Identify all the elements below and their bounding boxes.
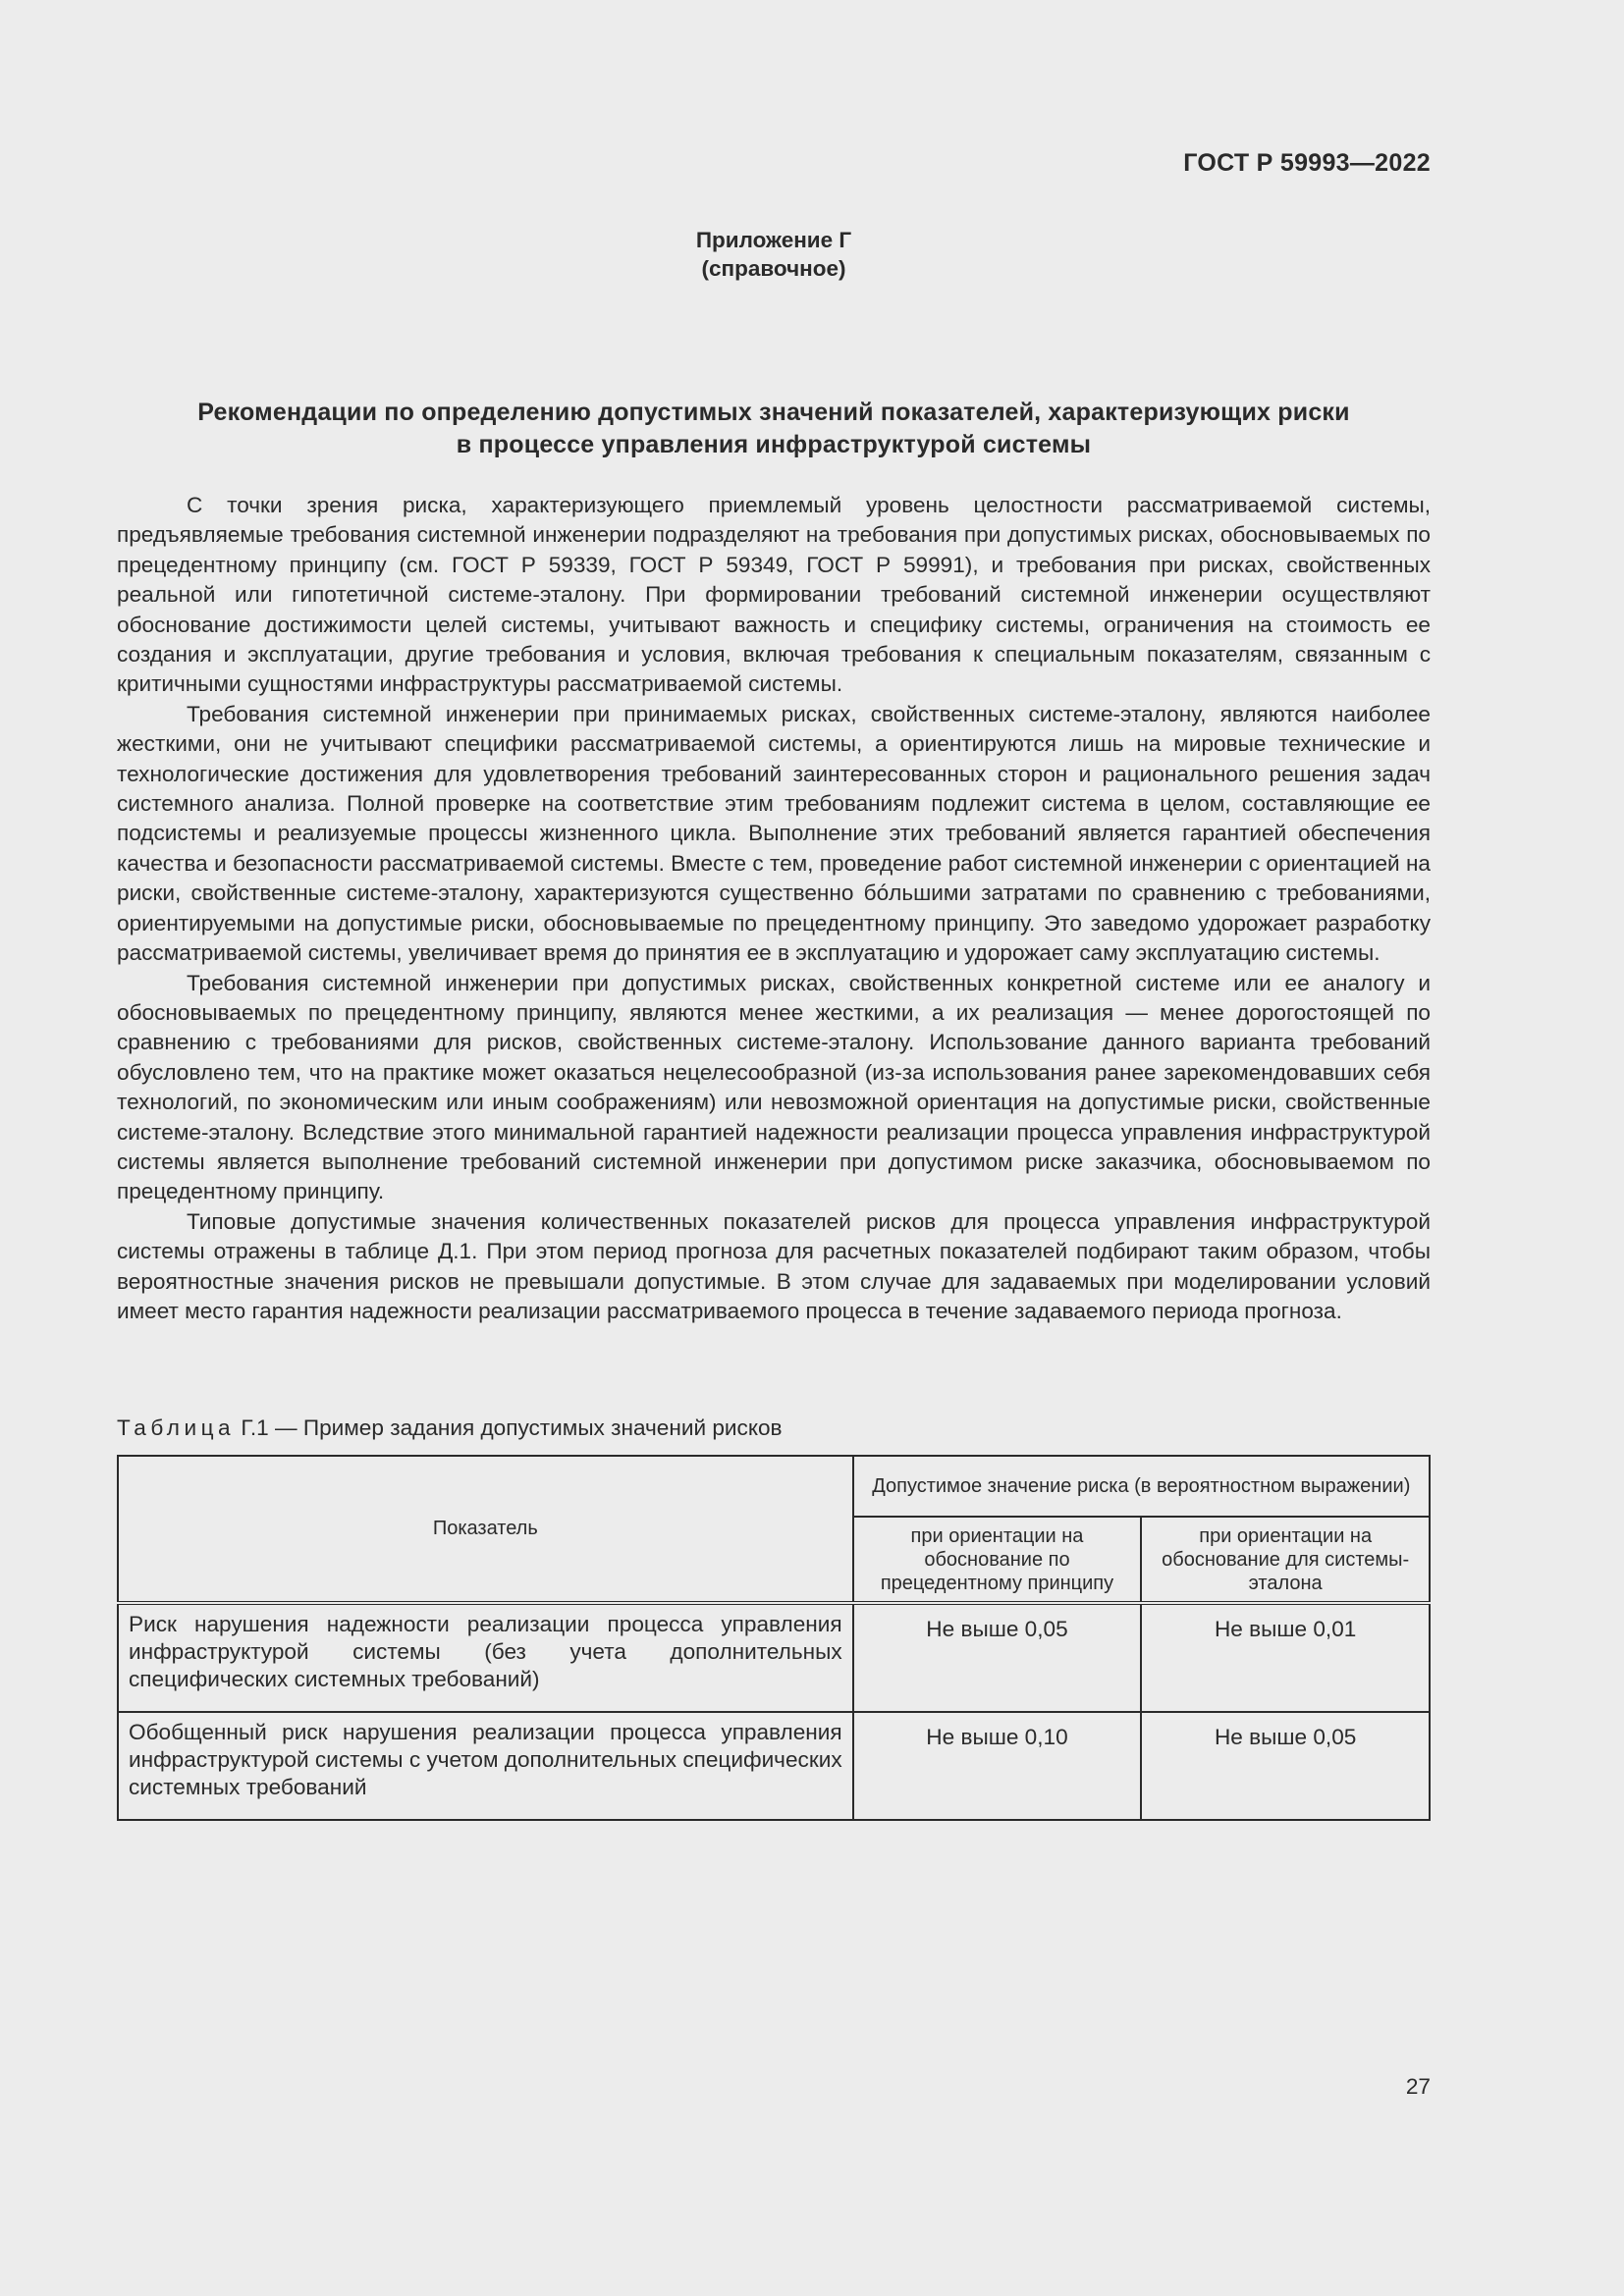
page-number: 27 <box>1405 2074 1431 2099</box>
table-row <box>118 1603 1430 1712</box>
header-precedent: при ориентации на обоснование по прецедентному принципу <box>853 1517 1142 1603</box>
header-group: Допустимое значение риска (в вероятностном выражении) <box>853 1456 1430 1517</box>
table-caption <box>117 1414 783 1443</box>
paragraph: Требования системной инженерии при принимаемых рисках, свойственных системе-эталону, являются наиболее жесткими, они не учитывают специфики рассматриваемой системы, а ориентируются лишь на мировые технические и технологические достижения для удовлетворения требований заинтересованных сторон и рационального решения задач системного анализа. Полной проверке на соответствие этим требованиям подлежит система в целом, составляющие ее подсистемы и реализуемые процессы жизненного цикла. Выполнение этих требований является гарантией обеспечения качества и безопасности рассматриваемой системы. Вместе с тем, проведение работ системной инженерии с ориентацией на риски, свойственные системе-эталону, характеризуются существенно бóльшими затратами по сравнению с требованиями, ориентируемыми на допустимые риски, обосновываемые по прецедентному принципу. Это заведомо удорожает разработку рассматриваемой системы, увеличивает время до принятия ее в эксплуатацию и удорожает саму эксплуатацию системы. <box>117 701 1431 966</box>
appendix-subtitle: (справочное) <box>701 256 846 281</box>
document-code: ГОСТ Р 59993—2022 <box>1183 149 1431 177</box>
row-indicator: Обобщенный риск нарушения реализации процесса управления инфраструктурой системы с учетом дополнительных специфических системных требований <box>118 1712 853 1820</box>
paragraph: Типовые допустимые значения количественных показателей рисков для процесса управления инфраструктурой системы отражены в таблице Д.1. При этом период прогноза для расчетных показателей подбирают таким образом, чтобы вероятностные значения рисков не превышали допустимые. В этом случае для задаваемых при моделировании условий имеет место гарантия надежности реализации рассматриваемого процесса в течение задаваемого периода прогноза. <box>117 1208 1431 1323</box>
appendix-heading <box>0 226 1547 283</box>
table-header-row <box>118 1456 1430 1517</box>
section-heading <box>117 397 1431 461</box>
risk-table <box>117 1455 1431 1821</box>
section-heading-line-2: в процессе управления инфраструктурой системы <box>456 431 1092 458</box>
appendix-title: Приложение Г <box>695 228 852 252</box>
paragraph: С точки зрения риска, характеризующего приемлемый уровень целостности рассматриваемой системы, предъявляемые требования системной инженерии подразделяют на требования при допустимых рисках, обосновываемых по прецедентному принципу (см. ГОСТ Р 59339, ГОСТ Р 59349, ГОСТ Р 59991), и требования при рисках, свойственных реальной или гипотетичной системе-эталону. При формировании требований системной инженерии осуществляют обоснование достижимости целей системы, учитывают важность и специфику системы, ограничения на стоимость ее создания и эксплуатации, другие требования и условия, включая требования к специальным показателям, связанным с критичными сущностями инфраструктуры рассматриваемой системы. <box>117 493 1431 697</box>
table-caption-text: Г.1 — Пример задания допустимых значений рисков <box>235 1415 783 1440</box>
paragraph: Требования системной инженерии при допустимых рисках, свойственных конкретной системе или ее аналогу и обосновываемых по прецедентному принципу, являются менее жесткими, а их реализация — менее дорогостоящей по сравнению с требованиями для рисков, свойственных системе-эталону. Использование данного варианта требований обусловлено тем, что на практике может оказаться нецелесообразной (из-за использования ранее зарекомендовавших себя технологий, по экономическим или иным соображениям) или невозможной ориентация на допустимые риски, свойственные системе-эталону. Вследствие этого минимальной гарантией надежности реализации процесса управления инфраструктурой системы является выполнение требований системной инженерии при допустимом риске заказчика, обосновываемом по прецедентному принципу. <box>117 970 1431 1204</box>
section-heading-line-1: Рекомендации по определению допустимых значений показателей, характеризующих риски <box>197 399 1350 426</box>
row-indicator: Риск нарушения надежности реализации процесса управления инфраструктурой системы (без учета дополнительных специфических системных требований) <box>118 1603 853 1712</box>
row-precedent-value: Не выше 0,10 <box>853 1712 1142 1820</box>
row-precedent-value: Не выше 0,05 <box>853 1603 1142 1712</box>
row-reference-value: Не выше 0,05 <box>1141 1712 1430 1820</box>
header-reference: при ориентации на обоснование для системы-эталона <box>1141 1517 1430 1603</box>
header-indicator: Показатель <box>118 1456 853 1603</box>
row-reference-value: Не выше 0,01 <box>1141 1603 1430 1712</box>
table-row <box>118 1712 1430 1820</box>
table-caption-label: Таблица <box>117 1415 236 1440</box>
body-text <box>117 491 1431 1326</box>
